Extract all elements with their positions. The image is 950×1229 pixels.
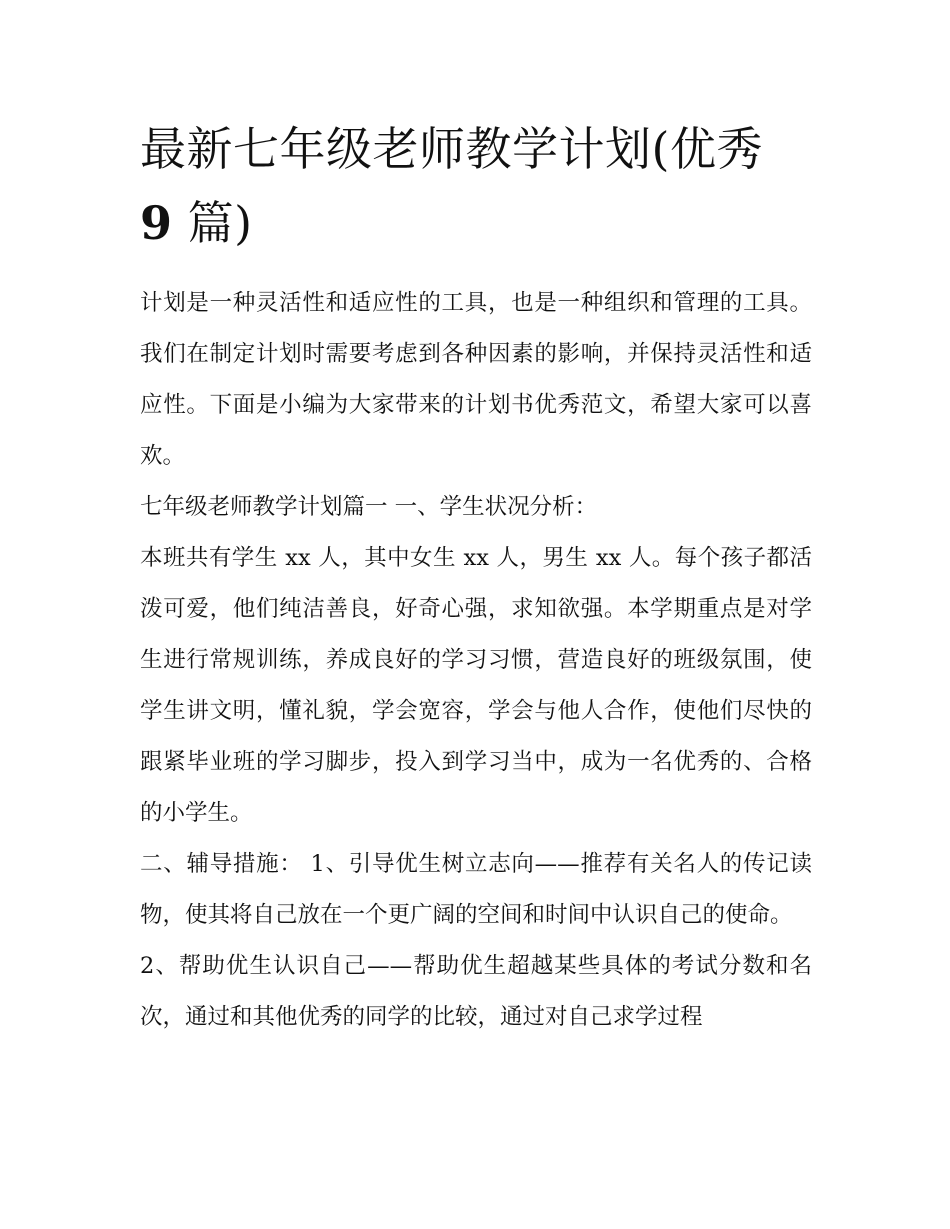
paragraph-student-analysis: 本班共有学生 xx 人，其中女生 xx 人，男生 xx 人。每个孩子都活泼可爱，他们纯洁善良，好奇心强，求知欲强。本学期重点是对学生进行常规训练，养成良好的学习习惯，营造良好的班级氛围，使学生讲文明，懂礼貌，学会宽容，学会与他人合作，使他们尽快的跟紧毕业班的学习脚步，投入到学习当中，成为一名优秀的、合格的小学生。	[140, 545, 812, 826]
title-tail: 篇)	[187, 196, 253, 250]
paragraph-section-heading: 七年级老师教学计划篇一 一、学生状况分析：	[140, 494, 598, 520]
document-page	[140, 112, 812, 1043]
document-title	[140, 112, 812, 260]
title-number: 9	[140, 196, 173, 250]
paragraph-intro: 计划是一种灵活性和适应性的工具，也是一种组织和管理的工具。我们在制定计划时需要考虑到各种因素的影响，并保持灵活性和适应性。下面是小编为大家带来的计划书优秀范文，希望大家可以喜欢。	[140, 290, 812, 469]
paragraph-measures-2: 2、帮助优生认识自己——帮助优生超越某些具体的考试分数和名次，通过和其他优秀的同学的比较，通过对自己求学过程	[140, 953, 812, 1030]
title-main: 最新七年级老师教学计划(优秀	[140, 122, 763, 176]
paragraph-measures-1: 二、辅导措施： 1、引导优生树立志向——推荐有关名人的传记读物，使其将自己放在一个更广阔的空间和时间中认识自己的使命。	[140, 851, 812, 928]
document-body	[140, 278, 812, 1043]
